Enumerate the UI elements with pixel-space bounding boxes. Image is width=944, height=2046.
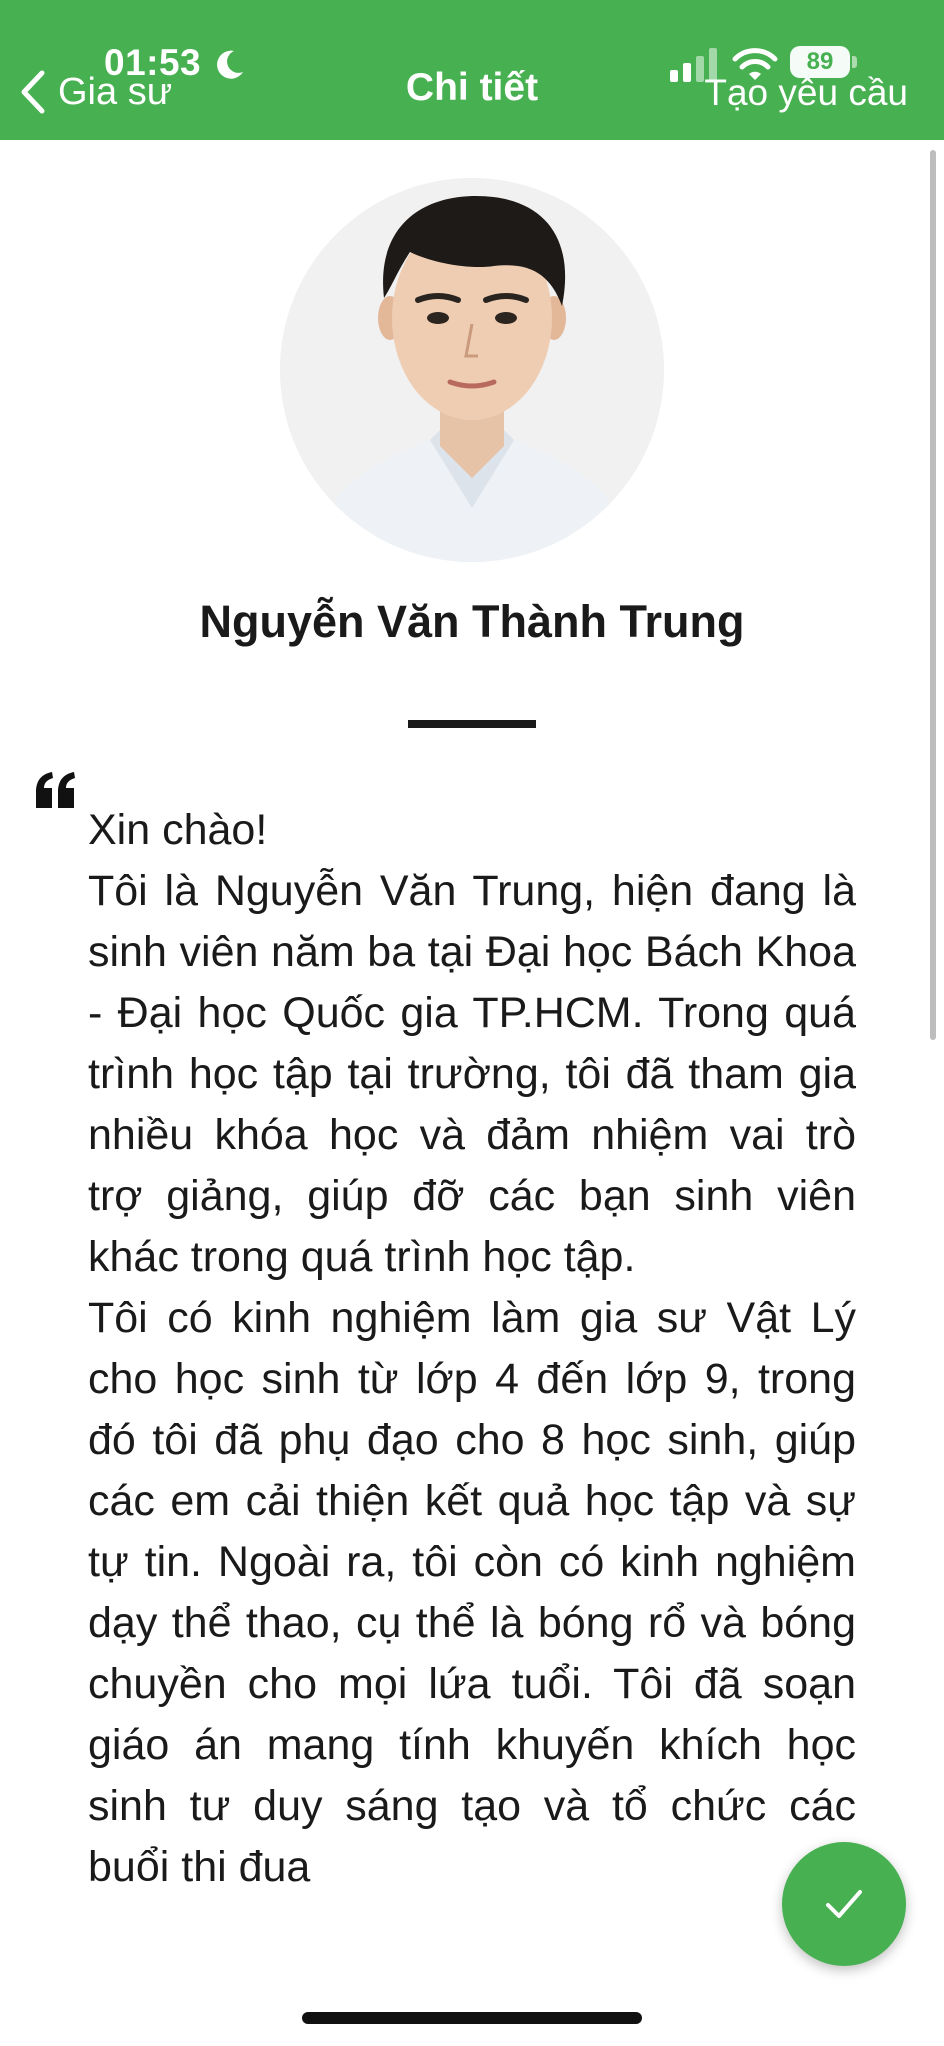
confirm-button[interactable]: [782, 1842, 906, 1966]
scrollbar[interactable]: [930, 150, 936, 1040]
page-title: Chi tiết: [405, 66, 539, 109]
back-label: Gia sư: [58, 70, 173, 113]
divider: [408, 720, 536, 728]
create-request-button[interactable]: Tạo yêu cầu: [704, 72, 908, 113]
bio-paragraph: Xin chào!: [88, 806, 268, 854]
avatar-photo: [280, 178, 664, 562]
home-indicator[interactable]: [302, 2012, 642, 2024]
battery-indicator: 89: [790, 46, 850, 78]
battery-cap: [852, 56, 857, 68]
quote-icon: [34, 770, 78, 810]
app-header: [0, 0, 944, 140]
tutor-bio: [88, 800, 856, 1972]
avatar: [280, 178, 664, 562]
bio-paragraph: Tôi có kinh nghiệm làm gia sư Vật Lý cho học sinh từ lớp 4 đến lớp 9, trong đó tôi đã phụ đạo cho 8 học sinh, giúp các em cải thiện kết quả học tập và sự tự tin. Ngoài ra, tôi còn có kinh nghiệm dạy thể thao, cụ thể là bóng rổ và bóng chuyền cho mọi lứa tuổi. Tôi đã soạn giáo án mang tính khuyến khích học sinh tư duy sáng tạo và tổ chức các buổi thi đua: [88, 1294, 856, 1891]
status-time: 01:53: [104, 42, 202, 83]
tutor-name: Nguyễn Văn Thành Trung: [199, 596, 745, 647]
bio-paragraph: Tôi là Nguyễn Văn Trung, hiện đang là sinh viên năm ba tại Đại học Bách Khoa - Đại học Quốc gia TP.HCM. Trong quá trình học tập tại trường, tôi đã tham gia nhiều khóa học và đảm nhiệm vai trò trợ giảng, giúp đỡ các bạn sinh viên khác trong quá trình học tập.: [88, 867, 856, 1281]
check-icon: [822, 1882, 866, 1926]
